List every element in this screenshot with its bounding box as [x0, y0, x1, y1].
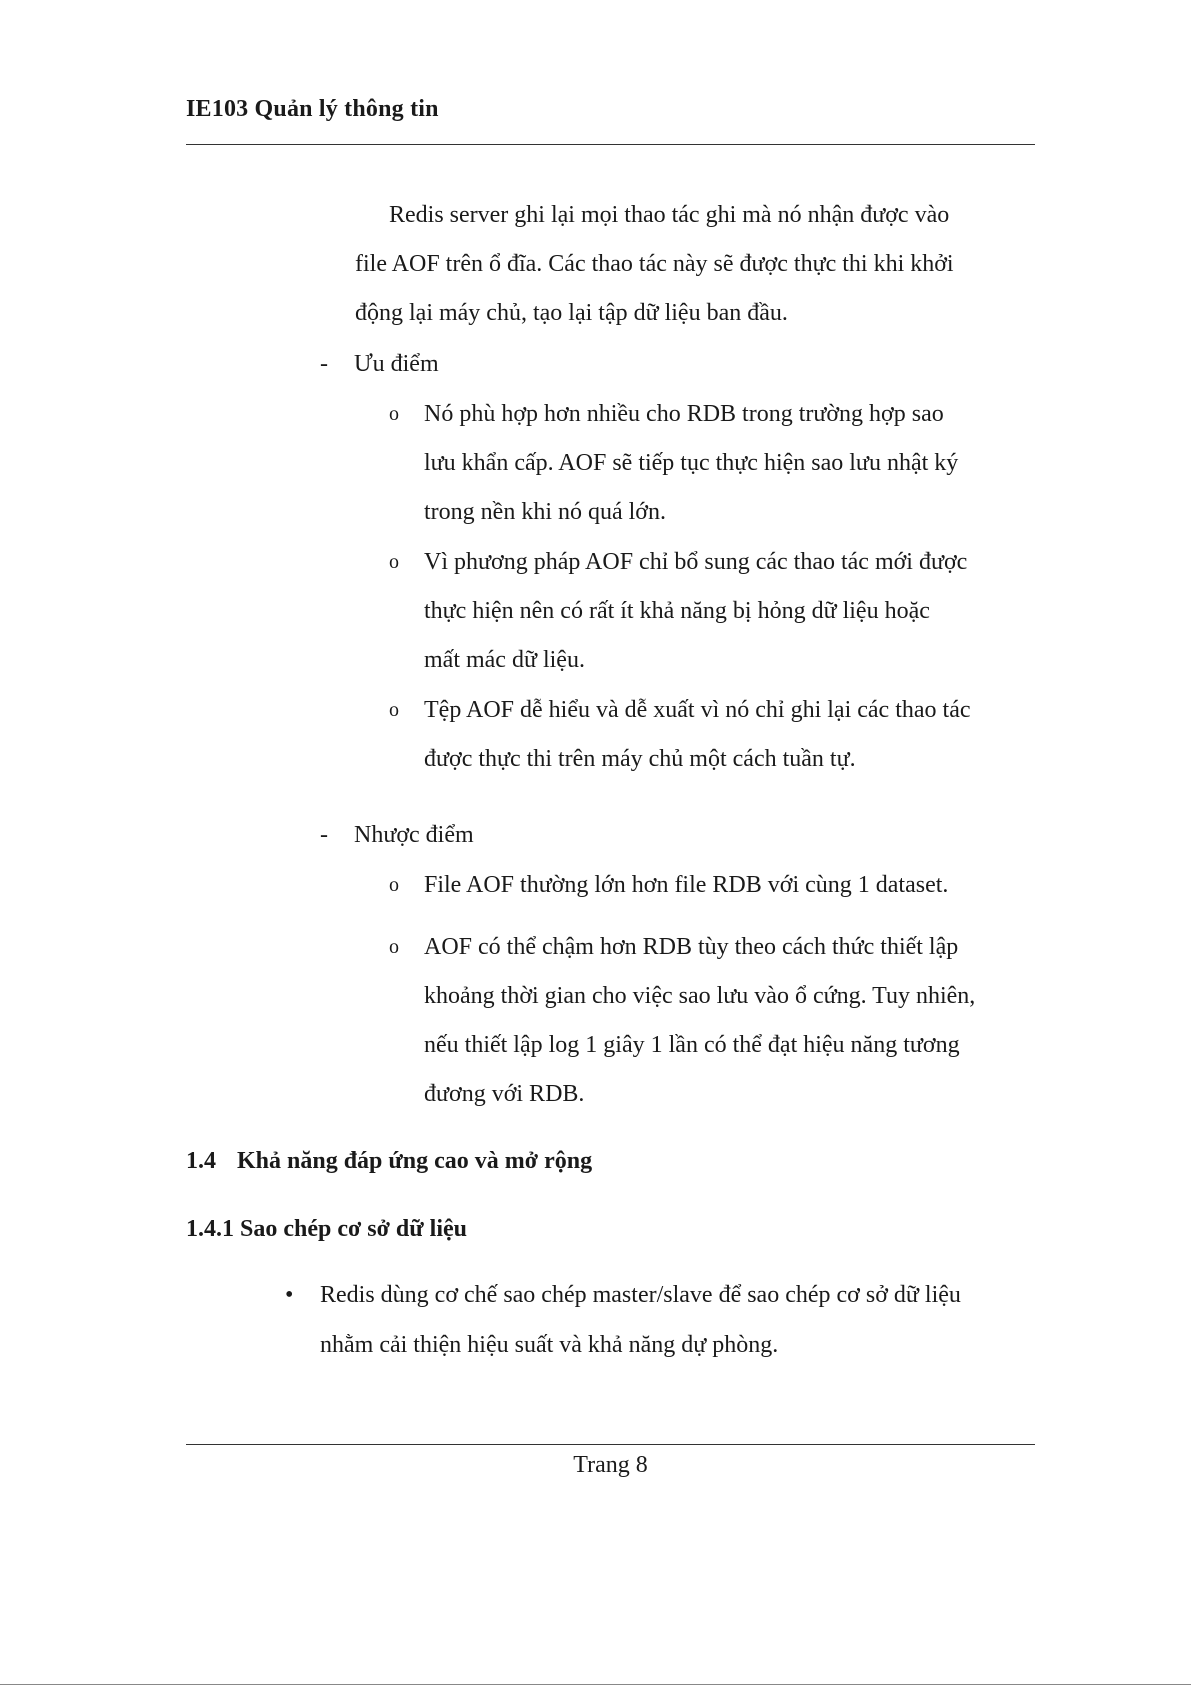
- advantage-line: Tệp AOF dễ hiểu và dễ xuất vì nó chỉ ghi lại các thao tác: [424, 697, 971, 723]
- advantage-line: mất mác dữ liệu.: [424, 647, 585, 673]
- footer-divider: [186, 1444, 1035, 1445]
- advantage-line: thực hiện nên có rất ít khả năng bị hỏng dữ liệu hoặc: [424, 598, 930, 624]
- circle-bullet: o: [389, 699, 399, 721]
- disadvantage-line: nếu thiết lập log 1 giây 1 lần có thể đạt hiệu năng tương: [424, 1032, 960, 1058]
- advantage-line: trong nền khi nó quá lớn.: [424, 499, 666, 525]
- document-header-title: IE103 Quản lý thông tin: [186, 96, 439, 122]
- section-title: Khả năng đáp ứng cao và mở rộng: [237, 1148, 593, 1174]
- section-number: 1.4.1: [186, 1216, 234, 1242]
- intro-line: động lại máy chủ, tạo lại tập dữ liệu ban đầu.: [355, 300, 788, 326]
- bullet-dot: •: [285, 1282, 294, 1308]
- disadvantages-label: Nhược điểm: [354, 822, 474, 848]
- page-number: Trang 8: [573, 1452, 648, 1478]
- header-divider: [186, 144, 1035, 145]
- advantage-line: lưu khẩn cấp. AOF sẽ tiếp tục thực hiện sao lưu nhật ký: [424, 450, 959, 476]
- replication-line: nhằm cải thiện hiệu suất và khả năng dự phòng.: [320, 1332, 779, 1358]
- disadvantage-line: khoảng thời gian cho việc sao lưu vào ổ cứng. Tuy nhiên,: [424, 983, 976, 1009]
- advantage-line: Vì phương pháp AOF chỉ bổ sung các thao tác mới được: [424, 549, 968, 575]
- intro-line: Redis server ghi lại mọi thao tác ghi mà nó nhận được vào: [389, 202, 950, 228]
- advantages-label: Ưu điểm: [354, 351, 439, 377]
- circle-bullet: o: [389, 551, 399, 573]
- dash-marker: -: [320, 822, 328, 848]
- disadvantage-line: AOF có thể chậm hơn RDB tùy theo cách thức thiết lập: [424, 934, 959, 960]
- advantage-line: Nó phù hợp hơn nhiều cho RDB trong trường hợp sao: [424, 401, 944, 427]
- section-heading-1-4-1: [186, 1216, 467, 1243]
- intro-line: file AOF trên ổ đĩa. Các thao tác này sẽ được thực thi khi khởi: [355, 251, 954, 277]
- replication-line: Redis dùng cơ chế sao chép master/slave để sao chép cơ sở dữ liệu: [320, 1282, 961, 1308]
- section-number: 1.4: [186, 1148, 216, 1174]
- section-title: Sao chép cơ sở dữ liệu: [240, 1216, 468, 1242]
- advantage-line: được thực thi trên máy chủ một cách tuần tự.: [424, 746, 856, 772]
- circle-bullet: o: [389, 403, 399, 425]
- disadvantage-line: File AOF thường lớn hơn file RDB với cùng 1 dataset.: [424, 872, 949, 898]
- circle-bullet: o: [389, 874, 399, 896]
- dash-marker: -: [320, 351, 328, 377]
- intro-paragraph: [355, 191, 1035, 338]
- disadvantage-line: đương với RDB.: [424, 1081, 585, 1107]
- circle-bullet: o: [389, 936, 399, 958]
- section-heading-1-4: [186, 1148, 592, 1175]
